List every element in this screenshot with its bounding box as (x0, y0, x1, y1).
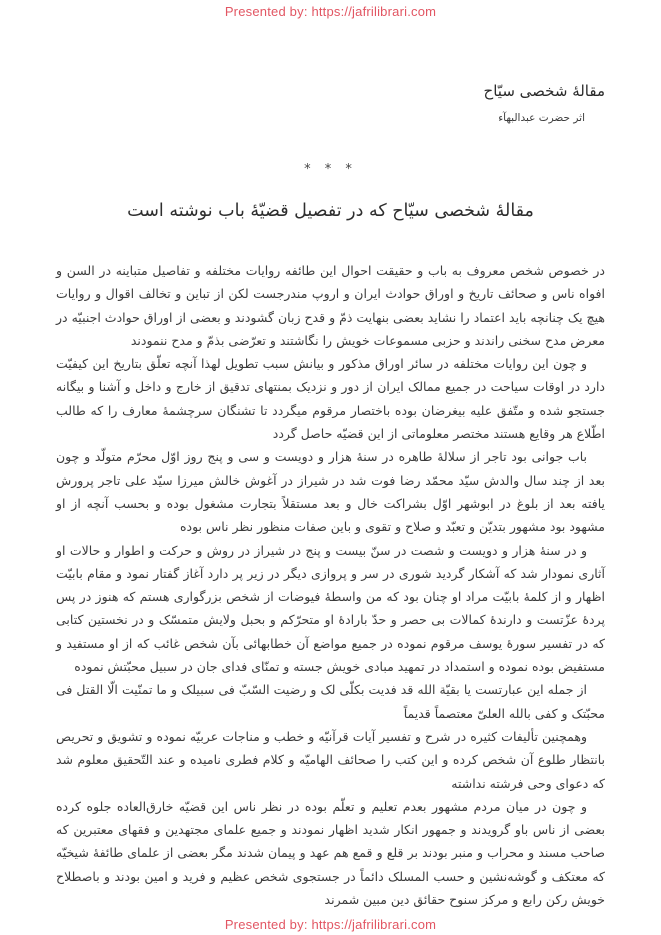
paragraph: در خصوص شخص معروف به باب و حقیقت احوال این طائفه روایات مختلفه و تفاصیل متباینه در السن و افواه ناس و صحائف تاریخ و اوراق حوادث ایران و اروپ مندرجست لکن از تباین و تخالف اقوال و روایات هیچ یک چنانچه باید اعتماد را نشاید بعضی بنهایت ذمّ و قدح زبان گشودند و بعضی از اوراق حوادث اجنبیّه در معرض مدح سخنی راندند و حزبی مسموعات خویش را نگاشتند و تعرّضی بذمّ و مدح ننمودند (56, 263, 605, 348)
body-text (56, 259, 605, 911)
document-title: مقالهٔ شخصی سیّاح (483, 82, 605, 100)
header-credit: Presented by: https://jafrilibrari.com (224, 4, 437, 19)
paragraph: باب جوانی بود تاجر از سلالهٔ طاهره در سنهٔ هزار و دویست و سی و پنج روز اوّل محرّم متولّد و چون بعد از چند سال والدش سیّد محمّد رضا فوت شد در شیراز در آغوش خالش میرزا سیّد علی تاجر پرورش یافته بعد از بلوغ در ابوشهر اوّل بشراکت خال و بعد مستقلاً بتجارت مشغول بوده و بحسب آنچه از او مشهود بود مشهور بتدیّن و تعبّد و صلاح و تقوی و باین صفات منظور نظر ناس بوده (56, 449, 605, 535)
section-separator: * * * (304, 162, 357, 177)
paragraph: از جمله این عبارتست یا بقیّة الله قد فدیت بکلّی لک و رضیت السّبّ فی سبیلک و ما تمنّیت الّا القتل فی محبّتک و کفی بالله العلیّ معتصماً قدیماً (56, 682, 605, 721)
paragraph: و چون در میان مردم مشهور بعدم تعلیم و تعلّم بوده در نظر ناس این قضیّه خارق‌العاده جلوه کرده بعضی از ناس باو گرویدند و جمهور انکار شدید اظهار نمودند و جمیع علمای مجتهدین و فقهای معتبرین که صاحب مسند و محراب و منبر بودند بر قلع و قمع هم عهد و پیمان شدند مگر بعضی از علمای طائفهٔ شیخیّه که معتکف و گوشه‌نشین و حسب المسلک دائماً در جستجوی شخص عظیم و فرید و امین بودند و باصطلاح خویش رکن رابع و مرکز سنوح حقائق دین مبین شمرند (56, 798, 605, 908)
footer-credit: Presented by: https://jafrilibrari.com (224, 917, 437, 932)
chapter-heading: مقالهٔ شخصی سیّاح که در تفصیل قضیّهٔ باب نوشته است (127, 201, 534, 221)
document-byline: اثر حضرت عبدالبهآء (498, 112, 585, 124)
paragraph: و در سنهٔ هزار و دویست و شصت در سنّ بیست و پنج در شیراز در روش و حرکت و اطوار و حالات او آثاری نمودار شد که آشکار گردید شوری در سر و پروازی دیگر در زیر پر دارد آغاز گفتار نمود و مقام بابیّت اظهار و از کلمهٔ بابیّت مراد او چنان بود که من واسطهٔ فیوضات از شخص بزرگواری هستم که هنوز در پس پردهٔ عزّتست و دارندهٔ کمالات بی حصر و حدّ بارادهٔ او متحرّکم و بحبل ولایش متمسّک و در نخستین کتابی که در تفسیر سورهٔ یوسف مرقوم نموده در جمیع مواضع آن خطابهائی بآن شخص غائب که از او مستفید و مستفیض بوده نموده و استمداد در تمهید مبادی خویش جسته و تمنّای فدای جان در سبیل محبّتش نموده (56, 542, 605, 675)
title-block (484, 82, 605, 124)
paragraph: و چون این روایات مختلفه در سائر اوراق مذکور و بیانش سبب تطویل لهذا آنچه تعلّق بتاریخ این کیفیّت دارد در اوقات سیاحت در جمیع ممالک ایران از دور و نزدیک بمنتهای تدقیق از خارج و داخل و آشنا و بیگانه جستجو شده و متّفق علیه بیغرضان بوده باختصار مرقوم میگردد تا تشنگان سرچشمهٔ معارف را که طالب اطّلاع هر وقایع هستند مختصر معلوماتی از این قضیّه حاصل گردد (56, 356, 605, 442)
paragraph: وهمچنین تألیفات کثیره در شرح و تفسیر آیات قرآنیّه و خطب و مناجات عربیّه نموده و تشویق و تحریص بانتظار طلوع آن شخص کرده و این کتب را صحائف الهامیّه و کلام فطری نامیده و عند التّحقیق معلوم شد که دعوای وحی فرشته نداشته (56, 728, 605, 791)
